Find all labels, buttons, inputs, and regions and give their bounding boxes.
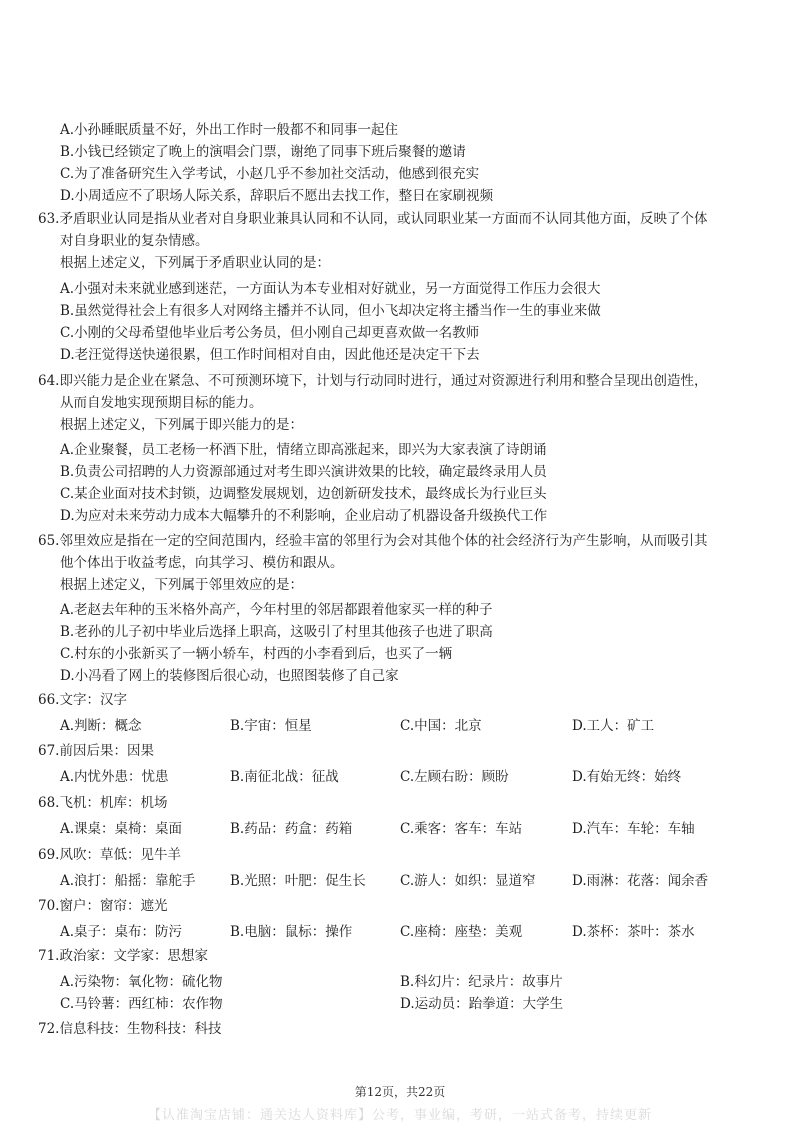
q69-stem: 69.风吹：草低：见牛羊 [38, 847, 181, 863]
q70-option-a: A.桌子：桌布：防污 [60, 924, 183, 940]
q65-option-d: D.小冯看了网上的装修图后很心动，也照图装修了自己家 [60, 668, 399, 684]
q65-option-a: A.老赵去年种的玉米格外高产，今年村里的邻居都跟着他家买一样的种子 [60, 602, 493, 618]
page-number: 第12页，共22页 [354, 1085, 446, 1099]
q65-prompt: 根据上述定义，下列属于邻里效应的是： [60, 577, 303, 593]
q71-option-b: B.科幻片：纪录片：故事片 [400, 974, 563, 990]
q65-option-c: C.村东的小张新买了一辆小轿车，村西的小李看到后，也买了一辆 [60, 646, 453, 662]
q64-option-d: D.为应对未来劳动力成本大幅攀升的不利影响，企业启动了机器设备升级换代工作 [60, 508, 548, 524]
q68-option-d: D.汽车：车轮：车轴 [572, 821, 695, 837]
q67-option-c: C.左顾右盼：顾盼 [400, 769, 509, 785]
q65-stem-line2: 他个体出于收益考虑，向其学习、模仿和跟从。 [60, 555, 344, 571]
q63-option-d: D.老汪觉得送快递很累，但工作时间相对自由，因此他还是决定干下去 [60, 347, 480, 363]
q66-option-d: D.工人：矿工 [572, 718, 655, 734]
q68-stem: 68.飞机：机库：机场 [38, 795, 168, 811]
q62-option-a: A.小孙睡眠质量不好，外出工作时一般都不和同事一起住 [60, 122, 399, 138]
q64-option-b: B.负责公司招聘的人力资源部通过对考生即兴演讲效果的比较，确定最终录用人员 [60, 464, 547, 480]
q63-prompt: 根据上述定义，下列属于矛盾职业认同的是： [60, 255, 330, 271]
q69-option-d: D.雨淋：花落：闻余香 [572, 873, 709, 889]
q66-stem: 66.文字：汉字 [38, 692, 127, 708]
q71-option-c: C.马铃薯：西红柿：农作物 [60, 996, 223, 1012]
q66-option-b: B.宇宙：恒星 [230, 718, 312, 734]
q69-option-a: A.浪打：船摇：靠舵手 [60, 873, 196, 889]
q70-option-c: C.座椅：座垫：美观 [400, 924, 523, 940]
q68-option-b: B.药品：药盒：药箱 [230, 821, 353, 837]
q71-option-a: A.污染物：氧化物：硫化物 [60, 974, 223, 990]
q71-option-d: D.运动员：跆拳道：大学生 [400, 996, 564, 1012]
q69-option-b: B.光照：叶肥：促生长 [230, 873, 366, 889]
q69-option-c: C.游人：如织：显道窄 [400, 873, 536, 889]
q63-stem-line1: 63.矛盾职业认同是指从业者对自身职业兼具认同和不认同，或认同职业某一方面而不认同其他方面，反映了个体 [38, 211, 708, 227]
q70-option-d: D.茶杯：茶叶：茶水 [572, 924, 695, 940]
q71-stem: 71.政治家：文学家：思想家 [38, 948, 208, 964]
q63-option-b: B.虽然觉得社会上有很多人对网络主播并不认同，但小飞却决定将主播当作一生的事业来做 [60, 303, 601, 319]
q67-option-b: B.南征北战：征战 [230, 769, 339, 785]
q68-option-a: A.课桌：桌椅：桌面 [60, 821, 183, 837]
q64-option-a: A.企业聚餐，员工老杨一杯酒下肚，情绪立即高涨起来，即兴为大家表演了诗朗诵 [60, 442, 547, 458]
q68-option-c: C.乘客：客车：车站 [400, 821, 523, 837]
q63-option-c: C.小刚的父母希望他毕业后考公务员，但小刚自己却更喜欢做一名教师 [60, 325, 480, 341]
q65-option-b: B.老孙的儿子初中毕业后选择上职高，这吸引了村里其他孩子也进了职高 [60, 624, 493, 640]
q66-option-a: A.判断：概念 [60, 718, 142, 734]
q64-option-c: C.某企业面对技术封锁，边调整发展规划，边创新研发技术，最终成长为行业巨头 [60, 486, 547, 502]
q62-option-b: B.小钱已经锁定了晚上的演唱会门票，谢绝了同事下班后聚餐的邀请 [60, 144, 466, 160]
shop-watermark: 【认准淘宝店铺：通关达人资料库】公考，事业编，考研，一站式备考，持续更新 [147, 1108, 652, 1123]
q72-stem: 72.信息科技：生物科技：科技 [38, 1021, 222, 1037]
q64-prompt: 根据上述定义，下列属于即兴能力的是： [60, 417, 303, 433]
q70-option-b: B.电脑：鼠标：操作 [230, 924, 353, 940]
q67-option-a: A.内忧外患：忧患 [60, 769, 169, 785]
q70-stem: 70.窗户：窗帘：遮光 [38, 898, 168, 914]
q62-option-d: D.小周适应不了职场人际关系，辞职后不愿出去找工作，整日在家刷视频 [60, 188, 494, 204]
q63-option-a: A.小强对未来就业感到迷茫，一方面认为本专业相对好就业，另一方面觉得工作压力会很大 [60, 281, 601, 297]
q64-stem-line2: 从而自发地实现预期目标的能力。 [60, 395, 263, 411]
q64-stem-line1: 64.即兴能力是企业在紧急、不可预测环境下，计划与行动同时进行，通过对资源进行利用和整合呈现出创造性， [38, 373, 708, 389]
q62-option-c: C.为了准备研究生入学考试，小赵几乎不参加社交活动，他感到很充实 [60, 166, 480, 182]
q67-stem: 67.前因后果：因果 [38, 743, 154, 759]
q67-option-d: D.有始无终：始终 [572, 769, 682, 785]
q63-stem-line2: 对自身职业的复杂情感。 [60, 233, 209, 249]
q66-option-c: C.中国：北京 [400, 718, 482, 734]
q65-stem-line1: 65.邻里效应是指在一定的空间范围内，经验丰富的邻里行为会对其他个体的社会经济行为产生影响，从而吸引其 [38, 533, 708, 549]
